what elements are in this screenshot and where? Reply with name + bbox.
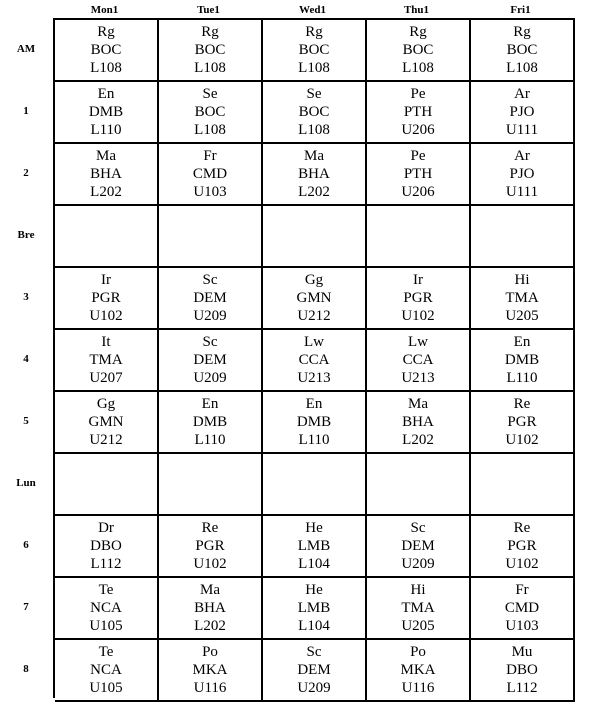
lesson-cell (367, 330, 471, 392)
teacher-code: DEM (401, 538, 435, 554)
lesson-cell (55, 20, 159, 82)
period-label: 2 (23, 167, 29, 179)
lesson-cell (55, 330, 159, 392)
subject-code: Rg (305, 24, 323, 40)
lesson-cell (263, 82, 367, 144)
teacher-code: GMN (296, 290, 332, 306)
teacher-code: CCA (298, 352, 330, 368)
lesson-cell (263, 268, 367, 330)
room-code: L110 (194, 432, 226, 448)
teacher-code: BHA (402, 414, 434, 430)
teacher-code: BOC (194, 104, 226, 120)
room-code: U213 (401, 370, 435, 386)
teacher-code: LMB (297, 600, 331, 616)
lesson-cell (159, 640, 263, 702)
period-row (55, 640, 575, 702)
room-code: U111 (505, 122, 539, 138)
room-code: L104 (298, 618, 330, 634)
teacher-code: PTH (403, 104, 433, 120)
teacher-code: BOC (90, 42, 122, 58)
room-code: U103 (193, 184, 227, 200)
lesson-cell (471, 330, 575, 392)
room-code: U207 (89, 370, 123, 386)
teacher-code: LMB (297, 538, 331, 554)
subject-code: Te (98, 582, 114, 598)
period-row (55, 20, 575, 82)
subject-code: Hi (514, 272, 530, 288)
lesson-cell (471, 82, 575, 144)
teacher-code: BOC (194, 42, 226, 58)
period-label: Lun (16, 477, 36, 489)
room-code: L110 (506, 370, 538, 386)
teacher-code: DMB (88, 104, 124, 120)
room-code: U105 (89, 680, 123, 696)
lesson-cell (159, 516, 263, 578)
room-code: U102 (401, 308, 435, 324)
teacher-code: DEM (193, 352, 227, 368)
room-code: U111 (505, 184, 539, 200)
lesson-cell (159, 268, 263, 330)
teacher-code: TMA (401, 600, 435, 616)
room-code: L108 (90, 60, 122, 76)
subject-code: Re (513, 520, 531, 536)
room-code: U102 (193, 556, 227, 572)
teacher-code: CMD (504, 600, 540, 616)
lesson-cell (263, 516, 367, 578)
teacher-code: DBO (90, 538, 122, 554)
lesson-cell (263, 330, 367, 392)
day-header: Mon1 (90, 4, 119, 16)
room-code: L108 (506, 60, 538, 76)
teacher-code: NCA (90, 600, 122, 616)
subject-code: He (305, 520, 323, 536)
lesson-cell (159, 82, 263, 144)
room-code: U116 (401, 680, 435, 696)
room-code: U206 (401, 122, 435, 138)
subject-code: Ir (101, 272, 111, 288)
timetable-grid (53, 18, 575, 698)
room-code: U209 (297, 680, 331, 696)
room-code: L108 (194, 122, 226, 138)
room-code: U205 (505, 308, 539, 324)
subject-code: Lw (408, 334, 428, 350)
lesson-cell (159, 20, 263, 82)
empty-cell (263, 206, 367, 268)
period-label: 1 (23, 105, 29, 117)
room-code: U102 (505, 432, 539, 448)
subject-code: Hi (410, 582, 426, 598)
subject-code: Se (202, 86, 218, 102)
subject-code: Ar (514, 86, 530, 102)
subject-code: Ma (200, 582, 220, 598)
teacher-code: DBO (506, 662, 538, 678)
teacher-code: DEM (297, 662, 331, 678)
subject-code: Pe (410, 148, 426, 164)
lesson-cell (471, 20, 575, 82)
period-label: AM (16, 43, 36, 55)
subject-code: Ma (304, 148, 324, 164)
period-label: 7 (23, 601, 29, 613)
lesson-cell (367, 268, 471, 330)
room-code: U102 (505, 556, 539, 572)
subject-code: Te (98, 644, 114, 660)
subject-code: En (201, 396, 219, 412)
teacher-code: PGR (403, 290, 433, 306)
period-row (55, 268, 575, 330)
lesson-cell (263, 578, 367, 640)
subject-code: Fr (203, 148, 217, 164)
teacher-code: BOC (298, 104, 330, 120)
teacher-code: PGR (507, 414, 537, 430)
subject-code: Rg (97, 24, 115, 40)
subject-code: Po (202, 644, 218, 660)
lesson-cell (55, 640, 159, 702)
room-code: U206 (401, 184, 435, 200)
lesson-cell (367, 516, 471, 578)
lesson-cell (159, 330, 263, 392)
teacher-code: TMA (505, 290, 539, 306)
teacher-code: MKA (192, 662, 228, 678)
period-label: 8 (23, 663, 29, 675)
teacher-code: PGR (195, 538, 225, 554)
teacher-code: DMB (192, 414, 228, 430)
period-label: 3 (23, 291, 29, 303)
lesson-cell (367, 144, 471, 206)
lesson-cell (159, 578, 263, 640)
lesson-cell (471, 516, 575, 578)
room-code: U212 (89, 432, 123, 448)
empty-cell (471, 454, 575, 516)
teacher-code: BOC (298, 42, 330, 58)
subject-code: Ar (514, 148, 530, 164)
empty-cell (471, 206, 575, 268)
subject-code: It (101, 334, 111, 350)
break-row (55, 206, 575, 268)
lesson-cell (159, 392, 263, 454)
empty-cell (55, 206, 159, 268)
period-row (55, 516, 575, 578)
subject-code: Gg (96, 396, 116, 412)
break-row (55, 454, 575, 516)
teacher-code: PGR (507, 538, 537, 554)
subject-code: Sc (202, 272, 218, 288)
period-row (55, 392, 575, 454)
lesson-cell (263, 392, 367, 454)
day-header: Fri1 (510, 4, 531, 16)
subject-code: En (97, 86, 115, 102)
subject-code: Se (306, 86, 322, 102)
room-code: L110 (90, 122, 122, 138)
subject-code: Sc (202, 334, 218, 350)
subject-code: Rg (409, 24, 427, 40)
room-code: U213 (297, 370, 331, 386)
lesson-cell (263, 144, 367, 206)
lesson-cell (55, 82, 159, 144)
teacher-code: TMA (89, 352, 123, 368)
lesson-cell (471, 392, 575, 454)
period-label: Bre (17, 229, 35, 241)
room-code: U116 (193, 680, 227, 696)
empty-cell (159, 206, 263, 268)
empty-cell (159, 454, 263, 516)
day-header: Thu1 (403, 4, 430, 16)
room-code: L108 (194, 60, 226, 76)
room-code: U212 (297, 308, 331, 324)
teacher-code: PGR (91, 290, 121, 306)
room-code: L108 (402, 60, 434, 76)
teacher-code: CCA (402, 352, 434, 368)
lesson-cell (471, 268, 575, 330)
lesson-cell (367, 578, 471, 640)
room-code: L110 (298, 432, 330, 448)
room-code: U209 (193, 308, 227, 324)
room-code: L108 (298, 60, 330, 76)
room-code: L202 (402, 432, 434, 448)
day-header: Wed1 (299, 4, 326, 16)
subject-code: Rg (201, 24, 219, 40)
room-code: U205 (401, 618, 435, 634)
teacher-code: BOC (402, 42, 434, 58)
period-label: 4 (23, 353, 29, 365)
subject-code: Pe (410, 86, 426, 102)
room-code: U105 (89, 618, 123, 634)
room-code: U209 (401, 556, 435, 572)
subject-code: Ir (413, 272, 423, 288)
room-code: U209 (193, 370, 227, 386)
teacher-code: CMD (192, 166, 228, 182)
room-code: L202 (194, 618, 226, 634)
teacher-code: DMB (296, 414, 332, 430)
teacher-code: BHA (298, 166, 330, 182)
teacher-code: BHA (194, 600, 226, 616)
period-row (55, 82, 575, 144)
subject-code: Re (513, 396, 531, 412)
teacher-code: DMB (504, 352, 540, 368)
lesson-cell (367, 20, 471, 82)
empty-cell (55, 454, 159, 516)
room-code: L112 (90, 556, 122, 572)
lesson-cell (471, 144, 575, 206)
teacher-code: NCA (90, 662, 122, 678)
subject-code: En (513, 334, 531, 350)
subject-code: En (305, 396, 323, 412)
subject-code: Po (410, 644, 426, 660)
empty-cell (367, 206, 471, 268)
subject-code: Gg (304, 272, 324, 288)
subject-code: Sc (410, 520, 426, 536)
subject-code: Ma (96, 148, 116, 164)
lesson-cell (159, 144, 263, 206)
empty-cell (367, 454, 471, 516)
room-code: L202 (298, 184, 330, 200)
room-code: L104 (298, 556, 330, 572)
lesson-cell (55, 516, 159, 578)
lesson-cell (55, 578, 159, 640)
subject-code: Re (201, 520, 219, 536)
lesson-cell (263, 640, 367, 702)
lesson-cell (471, 578, 575, 640)
teacher-code: PJO (509, 104, 535, 120)
subject-code: Mu (511, 644, 533, 660)
lesson-cell (55, 144, 159, 206)
room-code: U103 (505, 618, 539, 634)
period-row (55, 144, 575, 206)
teacher-code: BHA (90, 166, 122, 182)
period-row (55, 330, 575, 392)
lesson-cell (55, 392, 159, 454)
room-code: L202 (90, 184, 122, 200)
subject-code: Sc (306, 644, 322, 660)
period-label: 5 (23, 415, 29, 427)
lesson-cell (55, 268, 159, 330)
lesson-cell (263, 20, 367, 82)
period-row (55, 578, 575, 640)
teacher-code: MKA (400, 662, 436, 678)
lesson-cell (367, 82, 471, 144)
subject-code: Fr (515, 582, 529, 598)
room-code: L108 (298, 122, 330, 138)
lesson-cell (471, 640, 575, 702)
teacher-code: PTH (403, 166, 433, 182)
subject-code: Ma (408, 396, 428, 412)
teacher-code: BOC (506, 42, 538, 58)
lesson-cell (367, 640, 471, 702)
subject-code: Dr (98, 520, 114, 536)
subject-code: He (305, 582, 323, 598)
room-code: U102 (89, 308, 123, 324)
teacher-code: PJO (509, 166, 535, 182)
lesson-cell (367, 392, 471, 454)
empty-cell (263, 454, 367, 516)
teacher-code: GMN (88, 414, 124, 430)
day-header: Tue1 (197, 4, 220, 16)
period-label: 6 (23, 539, 29, 551)
subject-code: Lw (304, 334, 324, 350)
room-code: L112 (506, 680, 538, 696)
subject-code: Rg (513, 24, 531, 40)
teacher-code: DEM (193, 290, 227, 306)
